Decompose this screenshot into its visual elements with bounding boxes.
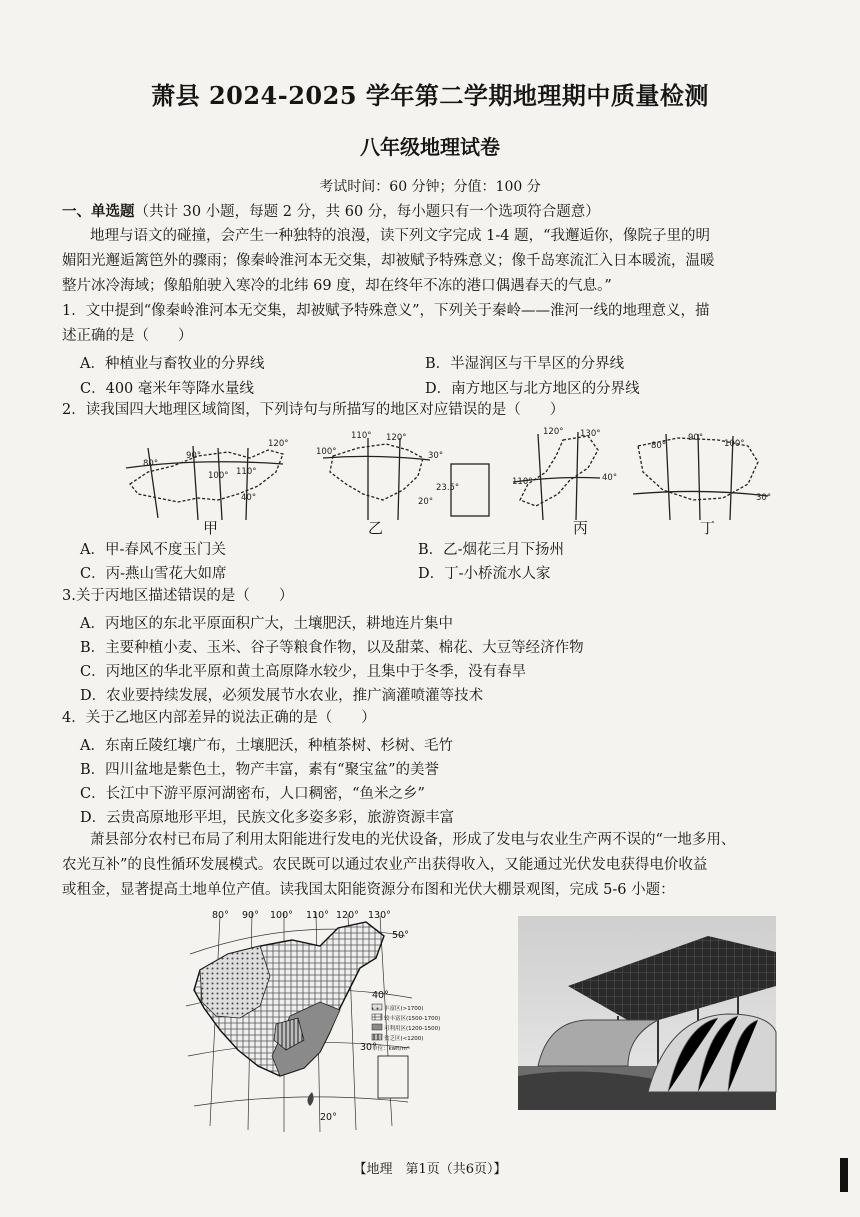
intro-line-2: 媚阳光邂逅篱笆外的骤雨；像秦岭淮河本无交集，却被赋予特殊意义；像千岛寒流汇入日本暖流，温暖 [62, 253, 715, 269]
map-label-ding: 丁 [700, 519, 716, 537]
yi-tick-110: 110° [351, 431, 372, 441]
q4-option-a[interactable]: A．东南丘陵红壤广布，土壤肥沃，种植茶树、杉树、毛竹 [80, 738, 453, 754]
passage2-line-3: 或租金，显著提高土地单位产值。读我国太阳能资源分布图和光伏大棚景观图，完成 5-6 小题： [62, 882, 675, 898]
solar-lon-80: 80° [212, 910, 229, 921]
q1-stem-1: 1．文中提到“像秦岭淮河本无交集，却被赋予特殊意义”，下列关于秦岭——淮河一线的地理意义，描 [62, 303, 710, 319]
q4-option-b[interactable]: B．四川盆地是紫色土，物产丰富，素有“聚宝盆”的美誉 [80, 762, 439, 778]
pv-greenhouse-photo [518, 916, 776, 1110]
ding-tick-100: 100° [724, 439, 745, 449]
solar-lon-100: 100° [270, 910, 293, 921]
q4-option-d[interactable]: D．云贵高原地形平坦，民族文化多姿多彩，旅游资源丰富 [80, 810, 455, 826]
exam-subtitle: 八年级地理试卷 [360, 135, 500, 159]
bing-tick-120: 120° [543, 427, 564, 437]
bing-tick-40: 40° [602, 473, 618, 483]
q4-stem: 4．关于乙地区内部差异的说法正确的是（ ） [62, 710, 376, 726]
jia-tick-90: 90° [186, 451, 202, 461]
ding-tick-30: 30° [756, 493, 772, 503]
legend-poor: 贫乏区(<1200) [384, 1036, 424, 1042]
jia-tick-100: 100° [208, 471, 229, 481]
q1-stem-2: 述正确的是（ ） [62, 328, 193, 344]
jia-tick-40: 40° [241, 493, 257, 503]
passage2-line-1: 萧县部分农村已布局了利用太阳能进行发电的光伏设备，形成了发电与农业生产两不误的“一地多用、 [90, 832, 736, 848]
yi-tick-100: 100° [316, 447, 337, 457]
solar-resource-map [180, 906, 441, 1142]
legend-usable: 可利用区(1200-1500) [384, 1026, 441, 1032]
solar-lon-120: 120° [336, 910, 359, 921]
yi-tick-23-5: 23.5° [436, 483, 460, 493]
exam-info: 考试时间：60 分钟；分值：100 分 [319, 179, 541, 195]
ding-tick-90: 90° [688, 433, 704, 443]
q2-stem: 2．读我国四大地理区域简图，下列诗句与所描写的地区对应错误的是（ ） [62, 402, 565, 418]
intro-line-1: 地理与语文的碰撞，会产生一种独特的浪漫，读下列文字完成 1-4 题，“我邂逅你，像院子里的明 [90, 228, 710, 244]
exam-title: 萧县 2024-2025 学年第二学期地理期中质量检测 [151, 81, 709, 110]
q2-option-b[interactable]: B．乙-烟花三月下扬州 [418, 542, 565, 558]
section-note: （共计 30 小题，每题 2 分，共 60 分，每小题只有一个选项符合题意） [134, 204, 600, 220]
q2-option-c[interactable]: C．丙-燕山雪花大如席 [80, 566, 227, 582]
q3-option-b[interactable]: B．主要种植小麦、玉米、谷子等粮食作物，以及甜菜、棉花、大豆等经济作物 [80, 640, 584, 656]
legend-good: 较丰富区(1500-1700) [384, 1016, 441, 1022]
q2-option-d[interactable]: D．丁-小桥流水人家 [418, 566, 551, 582]
solar-lon-90: 90° [242, 910, 259, 921]
solar-lat-20: 20° [320, 1112, 337, 1123]
q3-option-c[interactable]: C．丙地区的华北平原和黄土高原降水较少，且集中于冬季，没有春旱 [80, 664, 527, 680]
page-footer: 【地理 第1页（共6页）】 [353, 1162, 507, 1177]
solar-lat-40: 40° [372, 990, 389, 1001]
yi-tick-120: 120° [386, 433, 407, 443]
map-jia-outline [130, 450, 283, 502]
yi-tick-20: 20° [418, 497, 434, 507]
section-label: 一、单选题 [62, 203, 135, 220]
map-label-jia: 甲 [203, 519, 219, 537]
jia-tick-80: 80° [143, 459, 159, 469]
solar-lon-110: 110° [306, 910, 329, 921]
q4-option-c[interactable]: C．长江中下游平原河湖密布，人口稠密，“鱼米之乡” [80, 786, 425, 802]
legend-unit: 单位：kwh/m² [372, 1046, 410, 1052]
legend-rich: 丰富区(>1700) [384, 1006, 424, 1012]
bing-tick-110: 110° [512, 477, 533, 487]
scan-registration-mark [840, 1158, 848, 1192]
q1-option-a[interactable]: A．种植业与畜牧业的分界线 [80, 356, 265, 372]
intro-line-3: 整片冰冷海域；像船舶驶入寒冷的北纬 69 度，却在终年不冻的港口偶遇春天的气息。” [62, 278, 612, 294]
map-bing-outline [520, 436, 598, 506]
q3-option-a[interactable]: A．丙地区的东北平原面积广大，土壤肥沃，耕地连片集中 [80, 616, 453, 632]
solar-lon-130: 130° [368, 910, 391, 921]
bing-tick-130: 130° [580, 429, 601, 439]
q1-option-c[interactable]: C．400 毫米年等降水量线 [80, 381, 254, 397]
solar-lat-50: 50° [392, 930, 409, 941]
q1-option-d[interactable]: D．南方地区与北方地区的分界线 [425, 381, 640, 397]
yi-tick-30: 30° [428, 451, 444, 461]
jia-tick-120: 120° [268, 439, 289, 449]
jia-tick-110: 110° [236, 467, 257, 477]
solar-lat-30: 30° [360, 1042, 377, 1053]
q1-option-b[interactable]: B．半湿润区与干旱区的分界线 [425, 356, 625, 372]
q3-option-d[interactable]: D．农业要持续发展，必须发展节水农业，推广滴灌喷灌等技术 [80, 688, 484, 704]
section-heading [62, 199, 600, 225]
map-label-yi: 乙 [368, 519, 384, 537]
map-yi-outline [330, 444, 423, 500]
q2-option-a[interactable]: A．甲-春风不度玉门关 [80, 542, 226, 558]
map-label-bing: 丙 [573, 519, 589, 537]
passage2-line-2: 农光互补”的良性循环发展模式。农民既可以通过农业产出获得收入，又能通过光伏发电获得电价收益 [62, 857, 708, 873]
q3-stem: 3.关于丙地区描述错误的是（ ） [62, 588, 294, 604]
ding-tick-80: 80° [651, 441, 667, 451]
